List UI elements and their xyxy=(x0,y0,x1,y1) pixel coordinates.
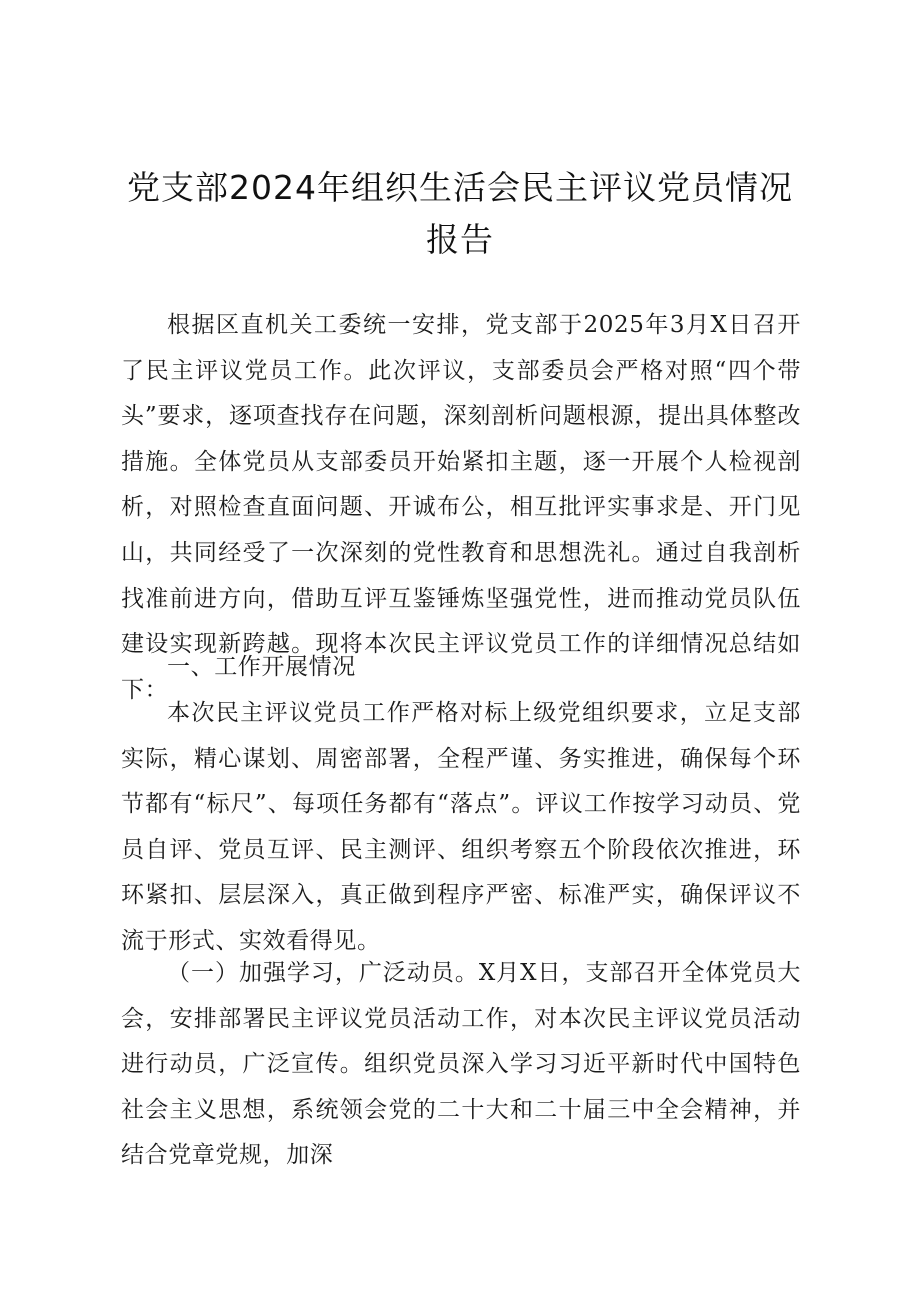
title-line-2: 报告 xyxy=(426,220,494,259)
title-line-1: 党支部2024年组织生活会民主评议党员情况 xyxy=(127,168,793,207)
intro-paragraph: 根据区直机关工委统一安排，党支部于2025年3月X日召开了民主评议党员工作。此次评议，支部委员会严格对照“四个带头”要求，逐项查找存在问题，深刻剖析问题根源，提出具体整改措施。全体党员从支部委员开始紧扣主题，逐一开展个人检视剖析，对照检查直面问题、开诚布公，相互批评实事求是、开门见山，共同经受了一次深刻的党性教育和思想洗礼。通过自我剖析找准前进方向，借助互评互鉴锤炼坚强党性，进而推动党员队伍建设实现新跨越。现将本次民主评议党员工作的详细情况总结如下： xyxy=(121,312,801,703)
section-heading-work-progress: 一、工作开展情况 xyxy=(167,654,356,680)
document-title xyxy=(100,162,820,266)
subsection-1-paragraph: （一）加强学习，广泛动员。X月X日，支部召开全体党员大会，安排部署民主评议党员活动工作，对本次民主评议党员活动进行动员，广泛宣传。组织党员深入学习习近平新时代中国特色社会主义思想，系统领会党的二十大和二十届三中全会精神，并结合党章党规，加深 xyxy=(121,960,801,1169)
section-1-paragraph: 本次民主评议党员工作严格对标上级党组织要求，立足支部实际，精心谋划、周密部署，全程严谨、务实推进，确保每个环节都有“标尺”、每项任务都有“落点”。评议工作按学习动员、党员自评、党员互评、民主测评、组织考察五个阶段依次推进，环环紧扣、层层深入，真正做到程序严密、标准严实，确保评议不流于形式、实效看得见。 xyxy=(121,700,801,954)
